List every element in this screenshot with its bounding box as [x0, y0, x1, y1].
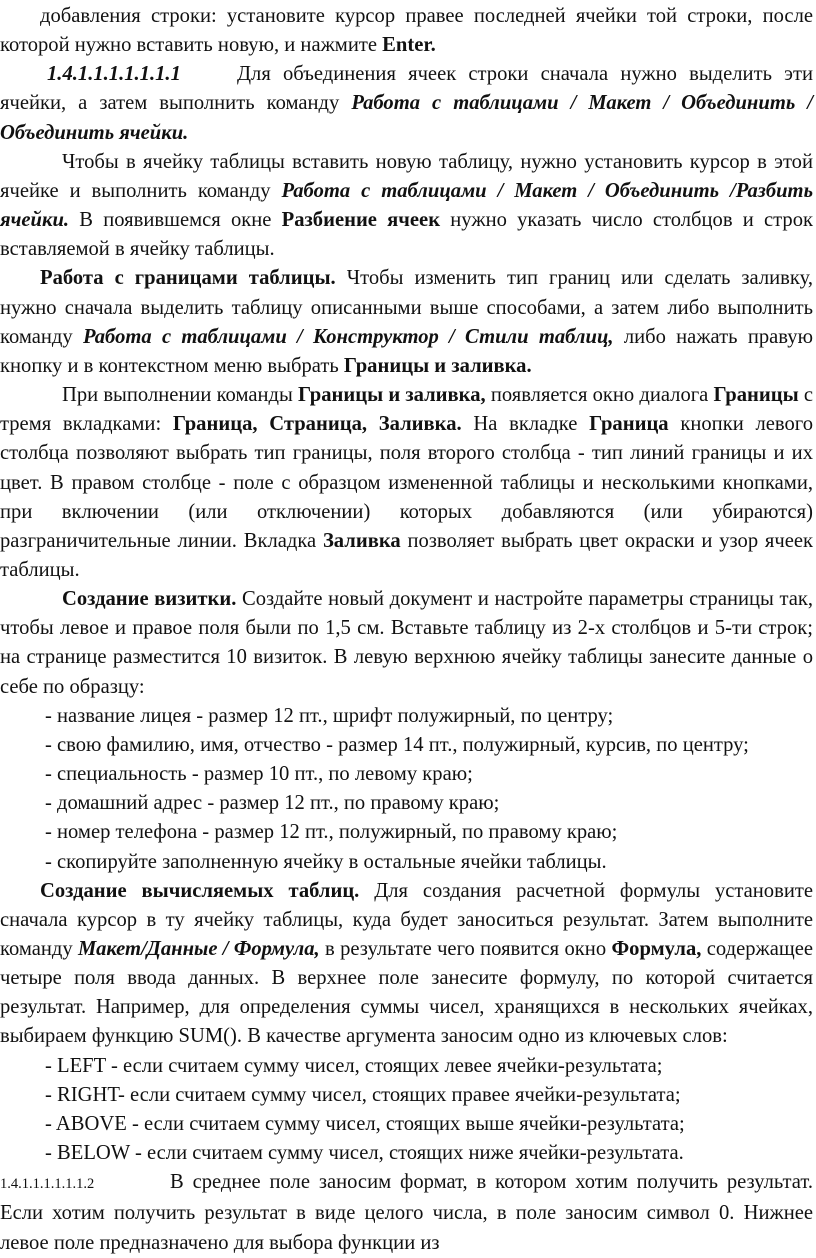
text: в результате чего появится окно	[319, 938, 612, 960]
list-item: - ABOVE - если считаем сумму чисел, стоящих выше ячейки-результата;	[45, 1112, 685, 1135]
bold-text: Граница	[589, 413, 669, 436]
list-item: - название лицея - размер 12 пт., шрифт полужирный, по центру;	[45, 704, 614, 727]
text: Чтобы изменить тип границ или сделать заливку, нужно сначала выделить таблицу описанными выше способами, а затем либо выполнить команду	[0, 267, 813, 348]
paragraph-borders	[0, 264, 813, 381]
text: с тремя вкладками:	[0, 384, 814, 436]
bold-text: Заливка	[322, 529, 401, 552]
command-text: Работа с таблицами / Макет / Объединить / Объединить ячейки.	[0, 92, 813, 144]
paragraph-borders-dialog	[0, 381, 813, 585]
text: добавления строки: установите курсор правее последней ячейки той строки, после которой нужно вставить новую, и нажмите	[0, 5, 813, 57]
list-item: - RIGHT- если считаем сумму чисел, стоящих правее ячейки-результата;	[45, 1083, 681, 1106]
text: Создайте новый документ и настройте параметры страницы так, чтобы левое и правое поля были по 1,5 см. Вставьте таблицу из 2-х столбцов и 5-ти строк; на странице разместится 10 визиток. В левую верхнюю ячейку таблицы занесите данные о себе по образцу:	[0, 588, 813, 698]
paragraph-calculated-tables	[0, 877, 813, 1052]
list-item: - LEFT - если считаем сумму чисел, стоящих левее ячейки-результата;	[45, 1054, 663, 1077]
list-item: - свою фамилию, имя, отчество - размер 14 пт., полужирный, курсив, по центру;	[45, 733, 749, 756]
command-text: Работа с таблицами / Макет / Объединить /Разбить ячейки.	[0, 179, 813, 232]
bold-text: Разбиение ячеек	[281, 209, 441, 232]
text: позволяет выбрать цвет окраски и узор ячеек таблицы.	[0, 529, 813, 581]
bold-text: Граница, Страница, Заливка.	[172, 413, 462, 436]
text: На вкладке	[461, 413, 590, 436]
text: кнопки левого столбца позволяют выбрать тип границы, поля второго столбца - тип линий границы и их цвет. В правом столбце - поле с образцом измененной таблицы и несколькими кнопками, при включении (или отключении) которых добавляются (или убираются) разграничительные линии. Вкладка	[0, 413, 813, 552]
paragraph-merge-cells	[0, 60, 813, 147]
section-number: 1.4.1.1.1.1.1.1.1	[47, 63, 181, 86]
command-text: Работа с таблицами / Конструктор / Стили таблиц,	[82, 325, 614, 348]
text: Для создания расчетной формулы установите сначала курсор в ту ячейку таблицы, куда будет заноситься результат. Затем выполните команду	[0, 879, 813, 960]
paragraph-split-cells	[0, 148, 813, 265]
text: нужно указать число столбцов и строк вставляемой в ячейку таблицы.	[0, 209, 813, 261]
list-item: - номер телефона - размер 12 пт., полужирный, по правому краю;	[45, 821, 618, 844]
list-item: - скопируйте заполненную ячейку в остальные ячейки таблицы.	[45, 850, 607, 873]
text: содержащее четыре поля ввода данных. В верхнее поле занесите формулу, по которой считается результат. Например, для определения суммы чисел, хранящихся в нескольких ячейках, выбираем функцию SUM(). В качестве аргумента заносим одно из ключевых слов:	[0, 938, 814, 1048]
text: Чтобы в ячейку таблицы вставить новую таблицу, нужно установить курсор в этой ячейке и выполнить команду	[0, 150, 813, 202]
text: При выполнении команды	[62, 384, 298, 407]
paragraph-format-field	[0, 1168, 813, 1257]
bold-text: Enter.	[382, 34, 436, 57]
text: В появившемся окне	[69, 209, 282, 232]
text: появляется окно диалога	[485, 384, 714, 407]
bold-text: Границы и заливка.	[343, 354, 532, 377]
command-text: Макет/Данные / Формула,	[78, 938, 320, 960]
section-heading: Создание вычисляемых таблиц.	[40, 879, 360, 902]
list-item: - домашний адрес - размер 12 пт., по правому краю;	[45, 792, 500, 815]
paragraph-add-row	[0, 2, 813, 60]
paragraph-business-card	[0, 585, 813, 702]
list-item: - BELOW - если считаем сумму чисел, стоящих ниже ячейки-результата.	[45, 1142, 684, 1165]
bold-text: Границы	[713, 384, 799, 407]
text: либо нажать правую кнопку и в контекстном меню выбрать	[0, 325, 813, 377]
list-item: - специальность - размер 10 пт., по левому краю;	[45, 763, 473, 786]
section-heading: Создание визитки.	[62, 588, 237, 611]
text: Для объединения ячеек строки сначала нужно выделить эти ячейки, а затем выполнить команду	[0, 63, 813, 115]
section-heading: Работа с границами таблицы.	[40, 267, 336, 290]
section-number: 1.4.1.1.1.1.1.1.2	[0, 1176, 95, 1193]
bold-text: Формула,	[611, 938, 702, 960]
text: В среднее поле заносим формат, в котором хотим получить результат. Если хотим получить результат в виде целого числа, в поле заносим символ 0. Нижнее левое поле предназначено для выбора функции из	[0, 1171, 813, 1254]
bold-text: Границы и заливка,	[297, 384, 486, 407]
